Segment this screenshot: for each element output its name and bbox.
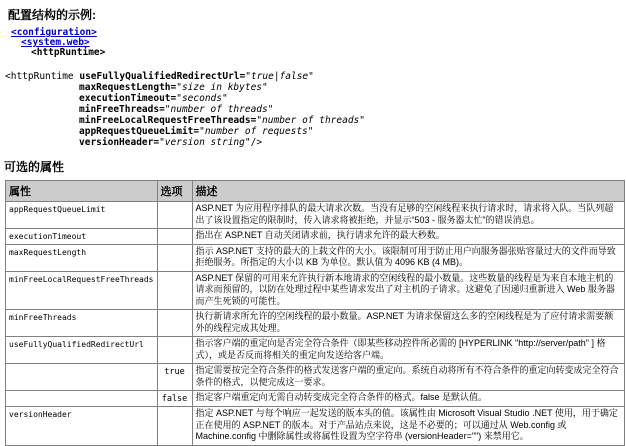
code-attr-name: appRequestQueueLimit= xyxy=(79,126,200,137)
code-tag-close: /> xyxy=(250,137,263,148)
attribute-option xyxy=(157,337,192,364)
code-tag-open: <httpRuntime xyxy=(5,71,80,82)
attribute-option xyxy=(157,229,192,245)
attribute-option xyxy=(157,244,192,271)
table-row xyxy=(6,229,625,245)
attribute-name xyxy=(6,364,158,391)
table-row xyxy=(6,364,625,391)
attribute-description: 指示 ASP.NET 支持的最大的上载文件的大小。该限制可用于防止用户向服务器张贴容量过大的文件而导致拒绝服务。所指定的大小以 KB 为单位。默认值为 4096 KB (4 MB)。 xyxy=(192,244,625,271)
attribute-name: maxRequestLength xyxy=(6,244,158,271)
code-attr-value: "number of threads" xyxy=(164,104,274,115)
column-header-description: 描述 xyxy=(192,181,625,202)
attribute-description: 指定 ASP.NET 与每个响应一起发送的版本头的值。该属性由 Microsoft Visual Studio .NET 使用，用于确定正在使用的 ASP.NET 的版本。对于产品站点来说，这是不必要的；可以通过从 Web.config 或 Machine.config 中删除属性或将属性设置为空字符串 (versionHeader="") 来禁用它。 xyxy=(192,407,625,446)
code-attr-value: "size in kbytes" xyxy=(176,82,268,93)
code-attr-value: "number of threads" xyxy=(256,115,365,126)
page-title: 配置结构的示例: xyxy=(8,8,96,22)
code-attr-name: minFreeThreads= xyxy=(79,104,165,115)
table-row xyxy=(6,337,625,364)
attribute-name: useFullyQualifiedRedirectUrl xyxy=(6,337,158,364)
column-header-attribute: 属性 xyxy=(6,181,158,202)
section-title-optional-attributes: 可选的属性 xyxy=(4,160,65,174)
attribute-name: versionHeader xyxy=(6,407,158,446)
tag-hierarchy xyxy=(11,28,623,58)
attribute-description: 执行新请求所允许的空闲线程的最小数量。ASP.NET 为请求保留这么多的空闲线程是为了应付请求需要额外的线程完成其处理。 xyxy=(192,310,625,337)
attributes-table xyxy=(5,180,625,446)
code-line xyxy=(5,82,623,93)
attribute-description: 指定客户端重定向无需自动转变成完全符合条件的格式。false 是默认值。 xyxy=(192,391,625,407)
syntax-code-block xyxy=(5,71,623,148)
configuration-tag-link[interactable]: <configuration> xyxy=(11,27,97,38)
attribute-description: 指示客户端的重定向是否完全符合条件（即某些移动控件所必需的 [HYPERLINK "http://server/path" ] 格式），或是否反而将相关的重定向发送给客户端。 xyxy=(192,337,625,364)
attribute-option xyxy=(157,202,192,229)
code-attr-value: "seconds" xyxy=(176,93,228,104)
code-line xyxy=(5,115,623,126)
table-row xyxy=(6,271,625,310)
httpruntime-tag-label: <httpRuntime> xyxy=(31,47,106,58)
code-attr-name: useFullyQualifiedRedirectUrl= xyxy=(79,71,246,82)
code-line xyxy=(5,126,623,137)
tag-hierarchy-line xyxy=(11,28,623,38)
attribute-name: appRequestQueueLimit xyxy=(6,202,158,229)
code-attr-value: "true|false" xyxy=(245,71,314,82)
tag-hierarchy-line xyxy=(11,48,623,58)
table-row xyxy=(6,310,625,337)
attribute-option-true: true xyxy=(157,364,192,391)
system-web-tag-link[interactable]: <system.web> xyxy=(21,37,90,48)
table-row xyxy=(6,391,625,407)
code-attr-name: versionHeader= xyxy=(79,137,160,148)
code-attr-value: "number of requests" xyxy=(199,126,314,137)
table-row xyxy=(6,407,625,446)
attribute-option-false: false xyxy=(157,391,192,407)
code-attr-name: minFreeLocalRequestFreeThreads= xyxy=(79,115,257,126)
attribute-description: ASP.NET 为应用程序排队的最大请求次数。当没有足够的空闲线程来执行请求时，请求将入队。当队列超出了该设置指定的限制时，传入请求将被拒绝，并显示“503 - 服务器太忙”的错误消息。 xyxy=(192,202,625,229)
attribute-name xyxy=(6,391,158,407)
code-attr-name: maxRequestLength= xyxy=(79,82,177,93)
table-row xyxy=(6,244,625,271)
attribute-option xyxy=(157,271,192,310)
code-line xyxy=(5,137,623,148)
attribute-name: minFreeThreads xyxy=(6,310,158,337)
attribute-description: 指出在 ASP.NET 自动关闭请求前，执行请求允许的最大秒数。 xyxy=(192,229,625,245)
table-header-row xyxy=(6,181,625,202)
attribute-option xyxy=(157,407,192,446)
code-attr-name: executionTimeout= xyxy=(79,93,177,104)
attribute-name: executionTimeout xyxy=(6,229,158,245)
attribute-description: 指定需要按完全符合条件的格式发送客户端的重定向。系统自动将所有不符合条件的重定向转变成完全符合条件的格式，以便完成这一要求。 xyxy=(192,364,625,391)
attribute-description: ASP.NET 保留的可用来允许执行新本地请求的空闲线程的最小数量。这些数量的线程是为来自本地主机的请求而预留的，以防在处理过程中某些请求发出了对主机的子请求。这避免了因递归重新进入 Web 服务器而产生死锁的可能性。 xyxy=(192,271,625,310)
code-line xyxy=(5,104,623,115)
attribute-option xyxy=(157,310,192,337)
table-row xyxy=(6,202,625,229)
column-header-option: 选项 xyxy=(157,181,192,202)
attribute-name: minFreeLocalRequestFreeThreads xyxy=(6,271,158,310)
code-line xyxy=(5,93,623,104)
code-line xyxy=(5,71,623,82)
code-attr-value: "version string" xyxy=(159,137,251,148)
